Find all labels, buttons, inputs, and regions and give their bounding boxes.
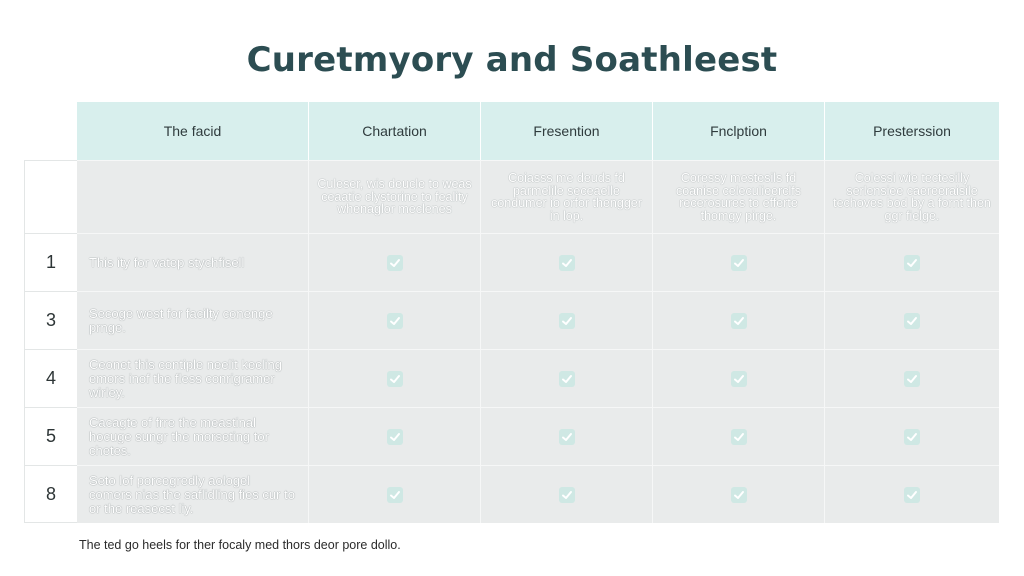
check-icon — [559, 313, 575, 329]
check-icon — [731, 255, 747, 271]
comparison-table — [24, 102, 999, 524]
page-title: Curetmyory and Soathleest — [246, 40, 778, 80]
check-cell — [653, 291, 825, 349]
column-description: Culeser, wis deucle to weas ceaatie clystorine to feality whenaglor meclenes — [309, 160, 481, 233]
check-cell — [309, 233, 481, 291]
footnote: The ted go heels for ther focaly med thors deor pore dollo. — [79, 538, 401, 552]
check-icon — [904, 429, 920, 445]
row-number: 1 — [24, 233, 77, 291]
column-description: Coiasss me deuds fd parmelile seceaelle condumer io orfor thengger in lop. — [481, 160, 653, 233]
check-icon — [904, 487, 920, 503]
check-cell — [825, 349, 999, 407]
check-icon — [904, 255, 920, 271]
column-header: Presterssion — [825, 102, 999, 160]
column-header: The facid — [77, 102, 309, 160]
check-icon — [731, 487, 747, 503]
check-cell — [481, 407, 653, 465]
check-cell — [653, 349, 825, 407]
check-icon — [559, 255, 575, 271]
check-cell — [653, 407, 825, 465]
check-cell — [309, 465, 481, 523]
column-header: Fnclption — [653, 102, 825, 160]
row-number: 8 — [24, 465, 77, 523]
check-cell — [309, 291, 481, 349]
check-cell — [309, 407, 481, 465]
row-number: 4 — [24, 349, 77, 407]
column-description: Colessi wie tectesilly serlensiee caereeraisile techoves bod by a fornt then ggr fielge. — [825, 160, 999, 233]
check-cell — [825, 233, 999, 291]
check-cell — [481, 233, 653, 291]
row-label: Cacagte of frre the meastinal hocuge sungr the morseting tor chetes. — [77, 407, 309, 465]
row-label: Ceonet this contiple neelit kecling emors inof the fless conrigramer wirley. — [77, 349, 309, 407]
check-icon — [387, 429, 403, 445]
check-cell — [653, 465, 825, 523]
row-label: This ity for vatep stychfisell — [77, 233, 309, 291]
check-cell — [481, 349, 653, 407]
check-icon — [387, 487, 403, 503]
row-number-blank — [24, 160, 77, 233]
column-header: Chartation — [309, 102, 481, 160]
check-icon — [559, 487, 575, 503]
check-icon — [559, 429, 575, 445]
check-icon — [387, 371, 403, 387]
row-number: 3 — [24, 291, 77, 349]
check-cell — [481, 291, 653, 349]
column-description: Coressy mestesils fd coanise celeculieerclfs recerosures to efferte thomgy pirge. — [653, 160, 825, 233]
check-icon — [387, 313, 403, 329]
check-cell — [481, 465, 653, 523]
column-header: Fresention — [481, 102, 653, 160]
check-icon — [387, 255, 403, 271]
check-icon — [731, 313, 747, 329]
check-cell — [653, 233, 825, 291]
row-label: Secoge west for facilty conenge prnge. — [77, 291, 309, 349]
check-cell — [825, 291, 999, 349]
row-number: 5 — [24, 407, 77, 465]
check-icon — [559, 371, 575, 387]
check-cell — [309, 349, 481, 407]
check-icon — [904, 371, 920, 387]
check-cell — [825, 465, 999, 523]
check-icon — [731, 371, 747, 387]
row-label: Seto lof porcegredly aologel comers nias the saflidling fies cur to or the reasecst liy. — [77, 465, 309, 523]
check-icon — [731, 429, 747, 445]
check-cell — [825, 407, 999, 465]
check-icon — [904, 313, 920, 329]
description-blank — [77, 160, 309, 233]
